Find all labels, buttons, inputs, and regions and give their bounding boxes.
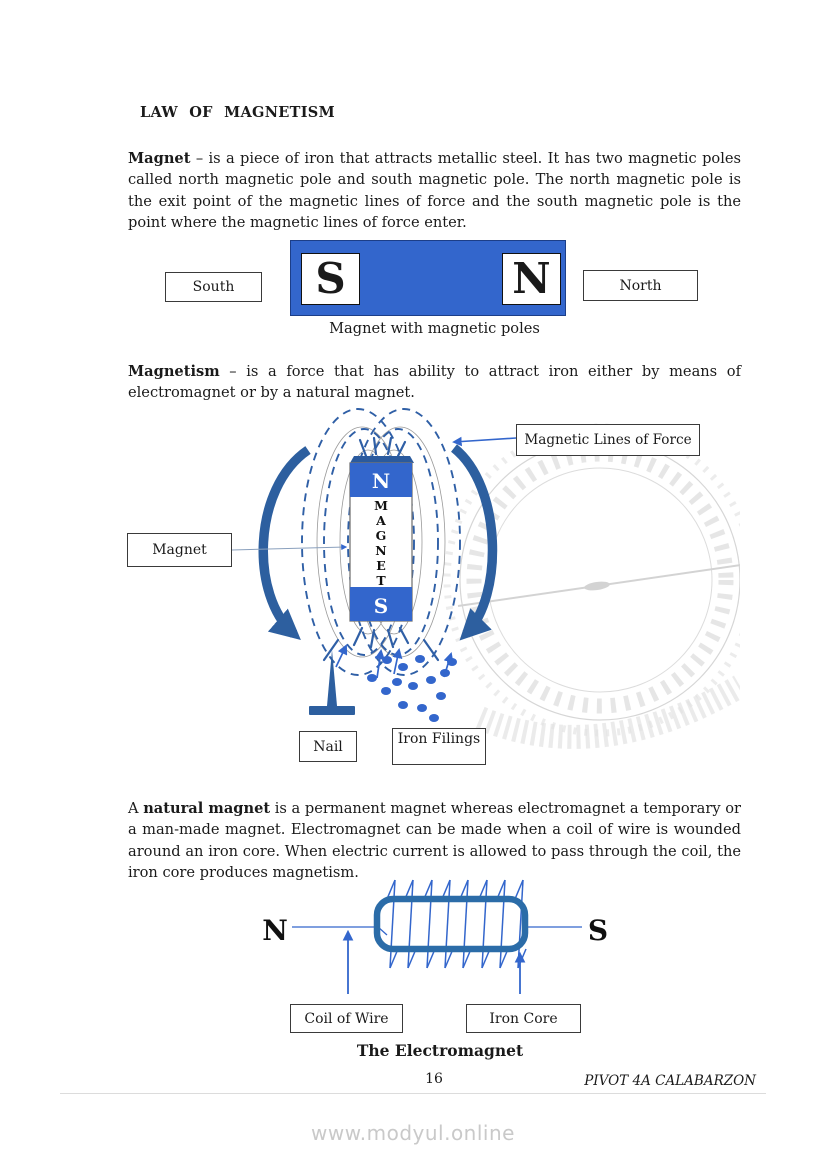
bar-magnet-figure [290, 240, 566, 316]
paragraph-magnet-lead: Magnet [128, 149, 191, 167]
paragraph-natural-body: is a permanent magnet whereas electromagnet a temporary or a man-made magnet. Electromagnet can be made when a coil of wire is wounded around an iron core. When electric current is allowed to pass through the coil, the iron core produces magnetism. [128, 799, 741, 882]
paragraph-magnet [128, 148, 741, 234]
north-label: North [619, 277, 662, 294]
svg-text:G: G [375, 528, 387, 543]
coil-of-wire-label: Coil of Wire [304, 1010, 389, 1027]
footer-source: PIVOT 4A CALABARZON [584, 1073, 756, 1089]
iron-filings-label: Iron Filings [397, 731, 481, 747]
iron-filings-label-box [392, 728, 486, 765]
svg-text:N: N [375, 543, 387, 558]
magnet-label: Magnet [152, 542, 207, 558]
magnet-label-box [127, 533, 232, 567]
electromagnet-diagram [230, 868, 650, 1008]
south-label-box [165, 272, 262, 302]
page-title: LAW OF MAGNETISM [140, 104, 335, 121]
paragraph-magnetism-body: – is a force that has ability to attract iron either by means of electromagnet or by a natural magnet. [128, 362, 741, 402]
svg-text:M: M [374, 498, 388, 513]
site-watermark: www.modyul.online [311, 1121, 515, 1145]
south-pole-letter: S [301, 253, 360, 305]
north-label-box [583, 270, 698, 301]
attraction-arrows [336, 646, 451, 678]
south-label: South [192, 279, 235, 295]
north-pole-letter: N [502, 253, 561, 305]
electromagnet-s-pole: S [587, 914, 609, 947]
magnetic-lines-label: Magnetic Lines of Force [524, 432, 692, 448]
paragraph-magnet-body: – is a piece of iron that attracts metallic steel. It has two magnetic poles called north magnetic pole and south magnetic pole. The north magnetic pole is the exit point of the magnetic lines of force and the south magnetic pole is the point where the magnetic lines of force enter. [128, 149, 741, 232]
footer-divider [60, 1093, 766, 1094]
iron-core-label: Iron Core [489, 1010, 558, 1027]
lines-label-arrow [454, 438, 516, 442]
vertical-magnet [350, 456, 414, 621]
bar-magnet-caption: Magnet with magnetic poles [329, 320, 540, 337]
iron-core-label-box [466, 1004, 581, 1033]
page-number: 16 [425, 1071, 443, 1087]
nail-label-box [299, 731, 357, 762]
nail-label: Nail [313, 738, 343, 755]
paragraph-magnetism-lead: Magnetism [128, 362, 220, 380]
svg-text:A: A [376, 513, 386, 528]
coil-turns [387, 880, 526, 968]
wire-axis [292, 920, 582, 935]
svg-text:T: T [376, 573, 386, 588]
electromagnet-n-pole: N [262, 914, 288, 947]
magnet-n-pole: N [371, 469, 391, 493]
magnetic-lines-label-box [516, 424, 700, 456]
electromagnet-caption: The Electromagnet [356, 1041, 524, 1060]
paragraph-natural-lead: natural magnet [143, 799, 271, 817]
nail-icon [309, 650, 355, 715]
magnet-s-pole: S [373, 594, 389, 618]
magnet-label-arrow [232, 547, 346, 550]
svg-text:E: E [376, 558, 386, 573]
paragraph-natural-prefix: A [128, 799, 144, 817]
coil-of-wire-label-box [290, 1004, 403, 1033]
